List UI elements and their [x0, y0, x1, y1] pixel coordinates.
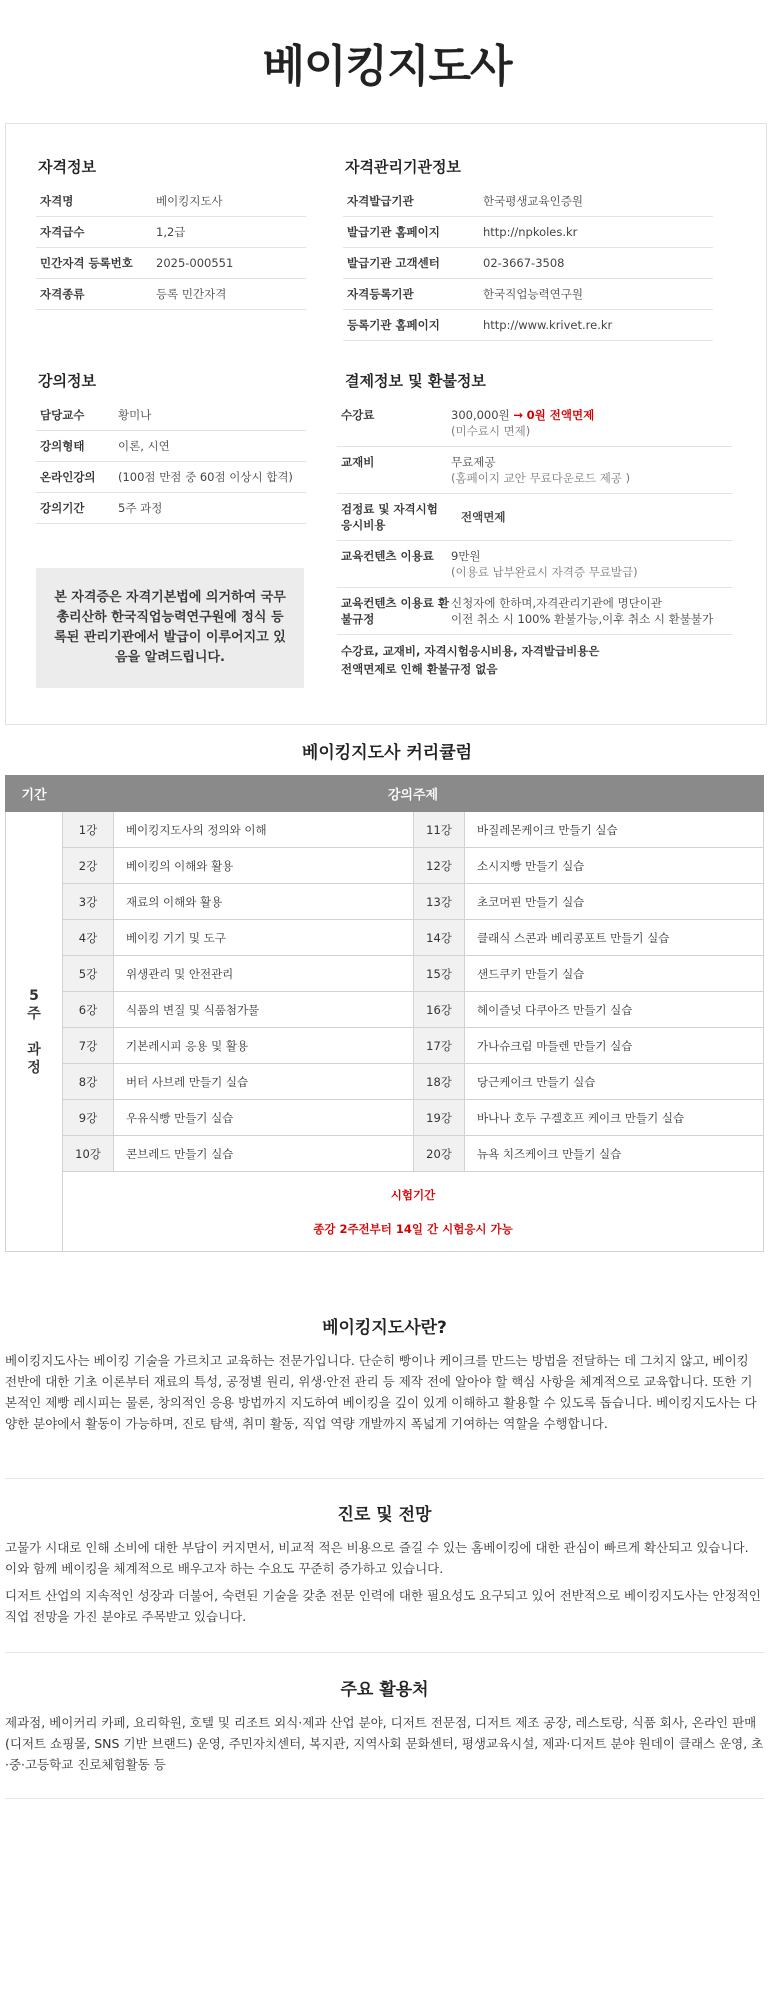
lesson-number: 1강 [63, 812, 114, 848]
lecture-key: 강의형태 [40, 439, 85, 453]
registrar-homepage-link[interactable]: http://www.krivet.re.kr [483, 318, 613, 332]
exam-value: 전액면제 [461, 510, 506, 524]
cert-row [36, 217, 306, 248]
payment-row-material [337, 447, 732, 494]
lesson-topic: 가나슈크림 마들렌 만들기 실습 [465, 1028, 764, 1064]
divider [5, 1798, 764, 1799]
org-key: 자격발급기관 [347, 194, 414, 208]
lesson-topic: 바질레몬케이크 만들기 실습 [465, 812, 764, 848]
lesson-number: 6강 [63, 992, 114, 1028]
payment-key: 교육컨텐츠 이용료 [341, 549, 434, 563]
lesson-number: 13강 [414, 884, 465, 920]
period-text: 주 [27, 1005, 41, 1022]
lesson-topic: 식품의 변질 및 식품첨가물 [114, 992, 414, 1028]
lesson-topic: 콘브레드 만들기 실습 [114, 1136, 414, 1172]
exam-cell [63, 1172, 764, 1252]
cert-value: 1,2급 [156, 225, 186, 239]
org-row [343, 248, 713, 279]
org-key: 자격등록기관 [347, 287, 414, 301]
lesson-number: 9강 [63, 1100, 114, 1136]
payment-value [451, 454, 732, 486]
content-value: 9만원 [451, 549, 481, 563]
refund-line: 신청자에 한하며,자격관리기관에 명단이관 [451, 596, 662, 610]
lesson-number: 7강 [63, 1028, 114, 1064]
lesson-topic: 위생관리 및 안전관리 [114, 956, 414, 992]
org-value: 02-3667-3508 [483, 256, 565, 270]
org-value: 한국직업능력연구원 [483, 287, 583, 301]
lesson-topic: 베이킹의 이해와 활용 [114, 848, 414, 884]
lecture-row [36, 400, 306, 431]
usage-title: 주요 활용처 [340, 1680, 429, 1700]
lesson-topic: 당근케이크 만들기 실습 [465, 1064, 764, 1100]
career-text: 디저트 산업의 지속적인 성장과 더불어, 숙련된 기술을 갖춘 전문 인력에 대한 필요성도 요구되고 있어 전반적으로 베이킹지도사는 안정적인 직업 전망을 가진 분야로 주목받고 있습니다. [5, 1588, 761, 1624]
lesson-topic: 샌드쿠키 만들기 실습 [465, 956, 764, 992]
payment-row-content [337, 541, 732, 588]
lesson-number: 20강 [414, 1136, 465, 1172]
org-row [343, 186, 713, 217]
table-row [6, 1064, 764, 1100]
lesson-topic: 버터 사브레 만들기 실습 [114, 1064, 414, 1100]
lesson-topic: 바나나 호두 구겔호프 케이크 만들기 실습 [465, 1100, 764, 1136]
cert-value: 베이킹지도사 [156, 194, 223, 208]
cert-value: 등록 민간자격 [156, 287, 227, 301]
payment-key: 검정료 및 자격시험 응시비용 [341, 502, 438, 532]
lesson-number: 3강 [63, 884, 114, 920]
content-sub: (이용료 납부완료시 자격증 무료발급) [451, 565, 638, 579]
org-key: 발급기관 홈페이지 [347, 225, 440, 239]
exam-title: 시험기간 [390, 1187, 436, 1202]
lecture-value: (100점 만점 중 60점 이상시 합격) [118, 470, 293, 484]
table-row [6, 956, 764, 992]
lecture-key: 온라인강의 [40, 470, 96, 484]
lesson-topic: 기본레시피 응용 및 활용 [114, 1028, 414, 1064]
about-title: 베이킹지도사란? [322, 1318, 447, 1338]
curriculum-title: 베이킹지도사 커리큘럼 [301, 743, 473, 763]
lesson-number: 16강 [414, 992, 465, 1028]
period-text: 5 [29, 987, 39, 1004]
lecture-row [36, 431, 306, 462]
payment-row-exam [337, 494, 732, 541]
lecture-row [36, 462, 306, 493]
lesson-number: 15강 [414, 956, 465, 992]
payment-note-line: 수강료, 교재비, 자격시험응시비용, 자격발급비용은 [341, 644, 600, 658]
payment-value [451, 407, 732, 439]
notice-box: 본 자격증은 자격기본법에 의거하여 국무총리산하 한국직업능력연구원에 정식 등록된 관리기관에서 발급이 이루어지고 있음을 알려드립니다. [36, 568, 304, 688]
issuer-homepage-link[interactable]: http://npkoles.kr [483, 225, 578, 239]
exam-row [6, 1172, 764, 1252]
payment-key: 교육컨텐츠 이용료 환불규정 [341, 596, 449, 626]
cert-info-table [36, 186, 306, 310]
org-key: 등록기관 홈페이지 [347, 318, 440, 332]
usage-text: 제과점, 베이커리 카페, 요리학원, 호텔 및 리조트 외식·제과 산업 분야, 디저트 전문점, 디저트 제조 공장, 레스토랑, 식품 회사, 온라인 판매(디저트 쇼핑몰, SNS 기반 브랜드) 운영, 주민자치센터, 복지관, 지역사회 문화센터, 평생교육시설, 제과·디저트 분야 원데이 클래스 운영, 초·중·고등학교 진로체험활동 등 [5, 1715, 764, 1772]
about-section [5, 1313, 764, 1434]
period-cell [6, 812, 63, 1252]
cert-info-title: 자격정보 [38, 158, 96, 176]
payment-info-title: 결제정보 및 환불정보 [345, 372, 486, 390]
table-row [6, 884, 764, 920]
table-row [6, 992, 764, 1028]
material-value: 무료제공 [451, 455, 496, 469]
page-title: 베이킹지도사 [262, 41, 512, 92]
org-info-table [343, 186, 713, 341]
cert-key: 자격종류 [40, 287, 85, 301]
curriculum-header-row [6, 776, 764, 812]
lesson-topic: 헤이즐넛 다쿠아즈 만들기 실습 [465, 992, 764, 1028]
lesson-number: 12강 [414, 848, 465, 884]
lecture-info-table [36, 400, 306, 524]
table-row [6, 1100, 764, 1136]
org-key: 발급기관 고객센터 [347, 256, 440, 270]
lesson-topic: 뉴욕 치즈케이크 만들기 실습 [465, 1136, 764, 1172]
payment-note [337, 635, 732, 678]
org-value: 한국평생교육인증원 [483, 194, 583, 208]
lesson-topic: 우유식빵 만들기 실습 [114, 1100, 414, 1136]
payment-note-line: 전액면제로 인해 환불규정 없음 [341, 662, 498, 676]
lesson-number: 17강 [414, 1028, 465, 1064]
lesson-topic: 클래식 스콘과 베리콩포트 만들기 실습 [465, 920, 764, 956]
lecture-value: 5주 과정 [118, 501, 163, 515]
lesson-topic: 베이킹지도사의 정의와 이해 [114, 812, 414, 848]
table-row [6, 920, 764, 956]
lesson-number: 14강 [414, 920, 465, 956]
lesson-number: 10강 [63, 1136, 114, 1172]
payment-key: 교재비 [341, 455, 375, 469]
refund-line: 이전 취소 시 100% 환불가능,이후 취소 시 환불불가 [451, 612, 714, 626]
table-row [6, 1028, 764, 1064]
cert-key: 자격급수 [40, 225, 85, 239]
table-row [6, 812, 764, 848]
org-row [343, 279, 713, 310]
cert-key: 자격명 [40, 194, 74, 208]
lesson-number: 2강 [63, 848, 114, 884]
divider [5, 1652, 764, 1653]
tuition-price: 300,000원 [451, 408, 510, 422]
lesson-number: 4강 [63, 920, 114, 956]
col-period-header: 기간 [6, 776, 63, 812]
period-text: 과 [27, 1041, 41, 1058]
lecture-info-title: 강의정보 [38, 372, 96, 390]
lesson-number: 5강 [63, 956, 114, 992]
lesson-topic: 초코머핀 만들기 실습 [465, 884, 764, 920]
exam-desc: 종강 2주전부터 14일 간 시험응시 가능 [313, 1221, 513, 1236]
org-row [343, 310, 713, 341]
org-info-title: 자격관리기관정보 [345, 158, 461, 176]
lecture-key: 담당교수 [40, 408, 85, 422]
lecture-row [36, 493, 306, 524]
divider [5, 1478, 764, 1479]
payment-row-tuition [337, 400, 732, 447]
cert-value: 2025-000551 [156, 256, 234, 270]
org-row [343, 217, 713, 248]
tuition-sub: (미수료시 면제) [451, 424, 531, 438]
cert-row [36, 186, 306, 217]
payment-value [451, 595, 732, 627]
period-text: 정 [27, 1059, 41, 1076]
cert-row [36, 248, 306, 279]
lesson-number: 11강 [414, 812, 465, 848]
about-text: 베이킹지도사는 베이킹 기술을 가르치고 교육하는 전문가입니다. 단순히 빵이나 케이크를 만드는 방법을 전달하는 데 그치지 않고, 베이킹 전반에 대한 기초 이론부터 재료의 특성, 공정별 원리, 위생·안전 관리 등 제작 전에 알아야 할 핵심 사항을 체계적으로 교육합니다. 또한 기본적인 제빵 레시피는 물론, 창의적인 응용 방법까지 지도하여 베이킹을 깊이 있게 이해하고 활용할 수 있도록 돕습니다. 베이킹지도사는 다양한 분야에서 활동이 가능하며, 진로 탐색, 취미 활동, 직업 역량 개발까지 폭넓게 기여하는 역할을 수행합니다. [5, 1353, 757, 1431]
material-sub: (홈페이지 교안 무료다운로드 제공 ) [451, 471, 631, 485]
payment-row-refund [337, 588, 732, 635]
lesson-topic: 베이킹 기기 및 도구 [114, 920, 414, 956]
tuition-free: 0원 전액면제 [526, 408, 595, 422]
payment-value [451, 548, 732, 580]
career-title: 진로 및 전망 [337, 1505, 432, 1525]
cert-key: 민간자격 등록번호 [40, 256, 133, 270]
curriculum-table [5, 775, 764, 1252]
col-topic-header: 강의주제 [63, 776, 764, 812]
table-row [6, 1136, 764, 1172]
usage-section [5, 1675, 764, 1775]
lecture-key: 강의기간 [40, 501, 85, 515]
lesson-topic: 소시지빵 만들기 실습 [465, 848, 764, 884]
lesson-number: 18강 [414, 1064, 465, 1100]
lesson-number: 19강 [414, 1100, 465, 1136]
lecture-value: 이론, 시연 [118, 439, 170, 453]
lesson-number: 8강 [63, 1064, 114, 1100]
cert-row [36, 279, 306, 310]
payment-key: 수강료 [341, 408, 375, 422]
lecture-value: 황미나 [118, 408, 152, 422]
career-text: 고물가 시대로 인해 소비에 대한 부담이 커지면서, 비교적 적은 비용으로 즐길 수 있는 홈베이킹에 대한 관심이 빠르게 확산되고 있습니다. 이와 함께 베이킹을 체계적으로 배우고자 하는 수요도 꾸준히 증가하고 있습니다. [5, 1540, 749, 1576]
table-row [6, 848, 764, 884]
lesson-topic: 재료의 이해와 활용 [114, 884, 414, 920]
career-section [5, 1500, 764, 1627]
payment-info-table [337, 400, 732, 678]
tuition-arrow: → [513, 408, 523, 422]
